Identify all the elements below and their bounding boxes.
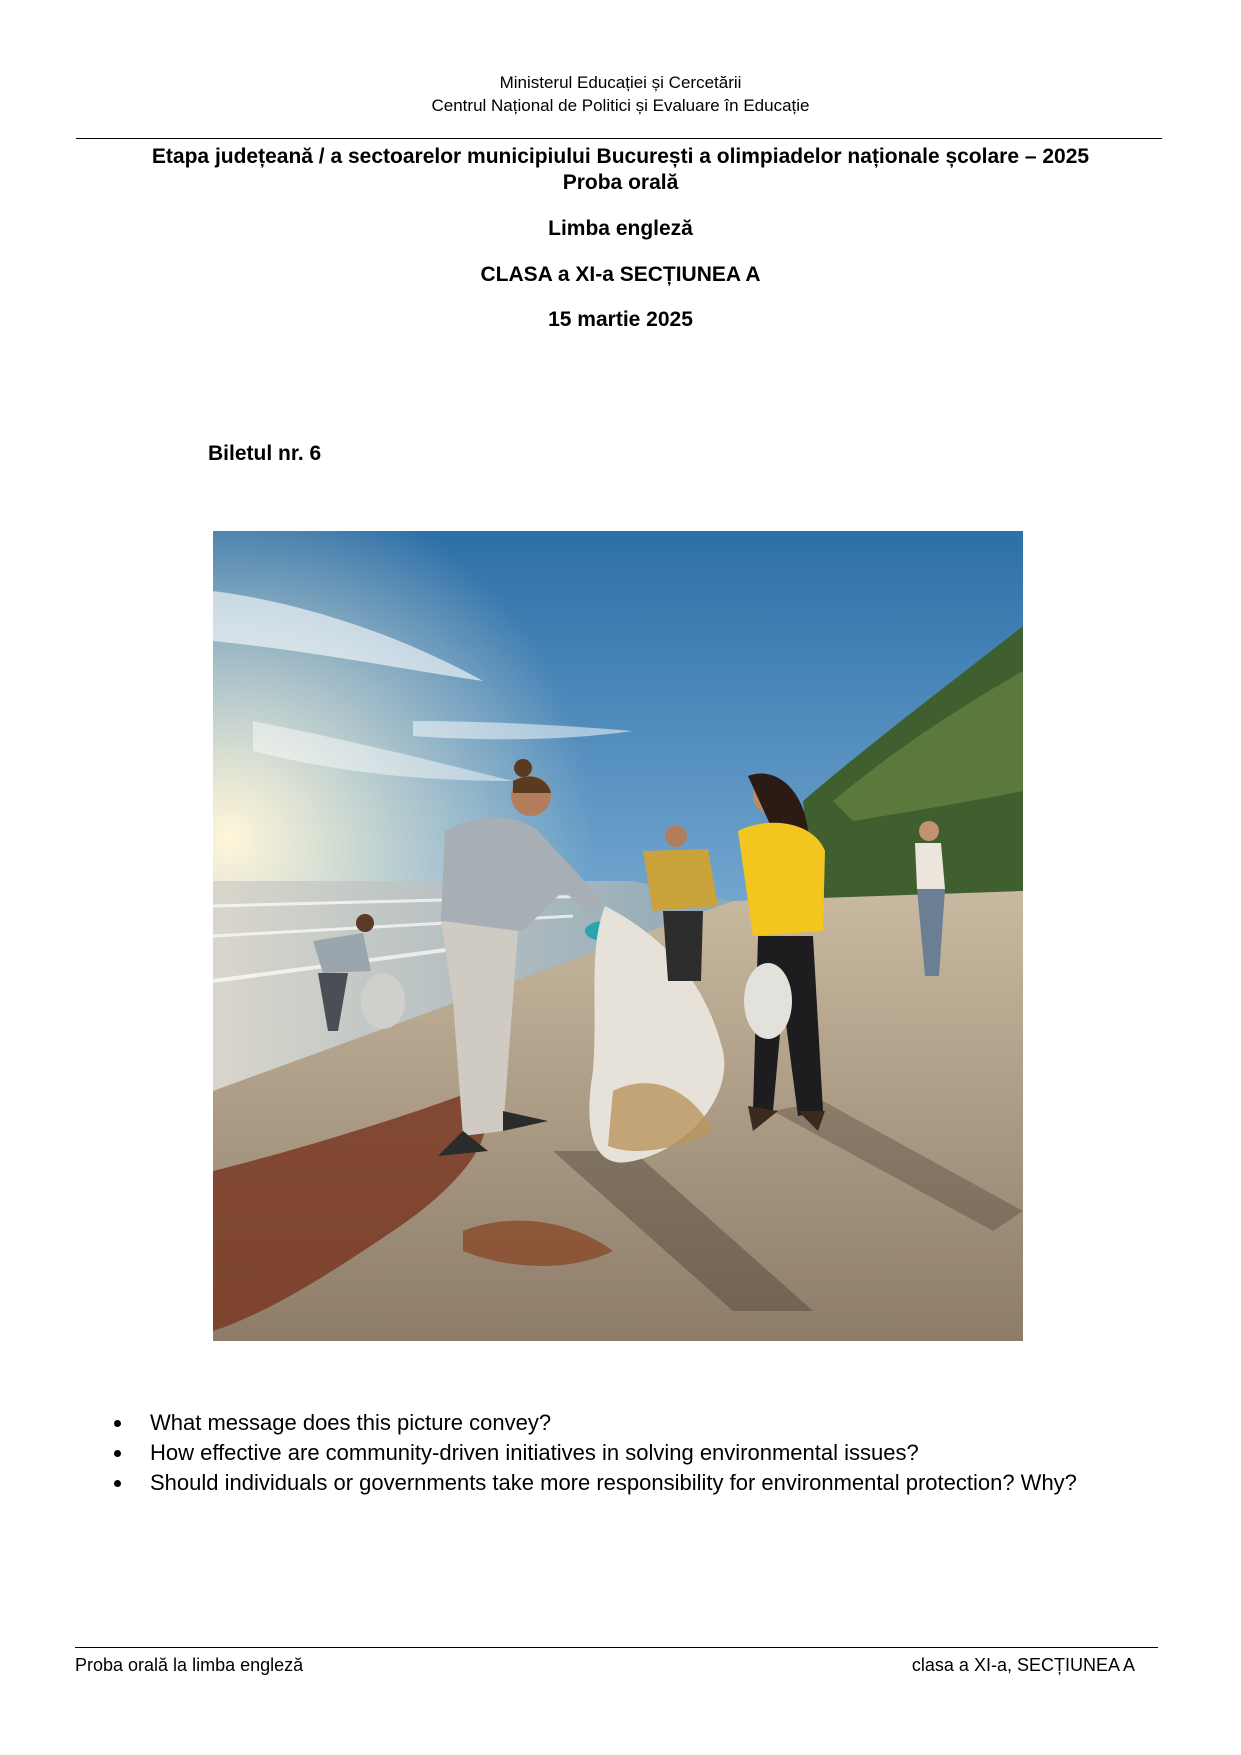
question-item [108, 1438, 1077, 1468]
question-text: What message does this picture convey? [150, 1410, 552, 1435]
question-list [108, 1408, 1077, 1498]
footer-right: clasa a XI-a, SECȚIUNEA A [911, 1655, 1135, 1675]
ticket-number: Biletul nr. 6 [208, 442, 322, 465]
header-divider [76, 138, 1162, 139]
question-item [108, 1468, 1077, 1498]
class-section: CLASA a XI-a SECȚIUNEA A [480, 263, 761, 286]
question-item [108, 1408, 1077, 1438]
subject-title: Limba engleză [548, 217, 693, 240]
bullet-icon [114, 1480, 121, 1487]
footer-left: Proba orală la limba engleză [75, 1655, 304, 1675]
stage-title: Etapa județeană / a sectoarelor municipiului București a olimpiadelor naționale școlare – 2025 [151, 145, 1090, 168]
ministry-name: Ministerul Educației și Cercetării [499, 73, 742, 92]
question-text: How effective are community-driven initiatives in solving environmental issues? [150, 1440, 919, 1465]
bullet-icon [114, 1420, 121, 1427]
center-name: Centrul Național de Politici și Evaluare în Educație [431, 96, 810, 115]
exam-title: Proba orală [562, 171, 679, 194]
bullet-icon [114, 1450, 121, 1457]
footer-divider [75, 1647, 1158, 1648]
exam-date: 15 martie 2025 [548, 308, 693, 331]
beach-cleanup-photo [213, 531, 1023, 1341]
question-text: Should individuals or governments take more responsibility for environmental protection? Why? [150, 1470, 1077, 1495]
